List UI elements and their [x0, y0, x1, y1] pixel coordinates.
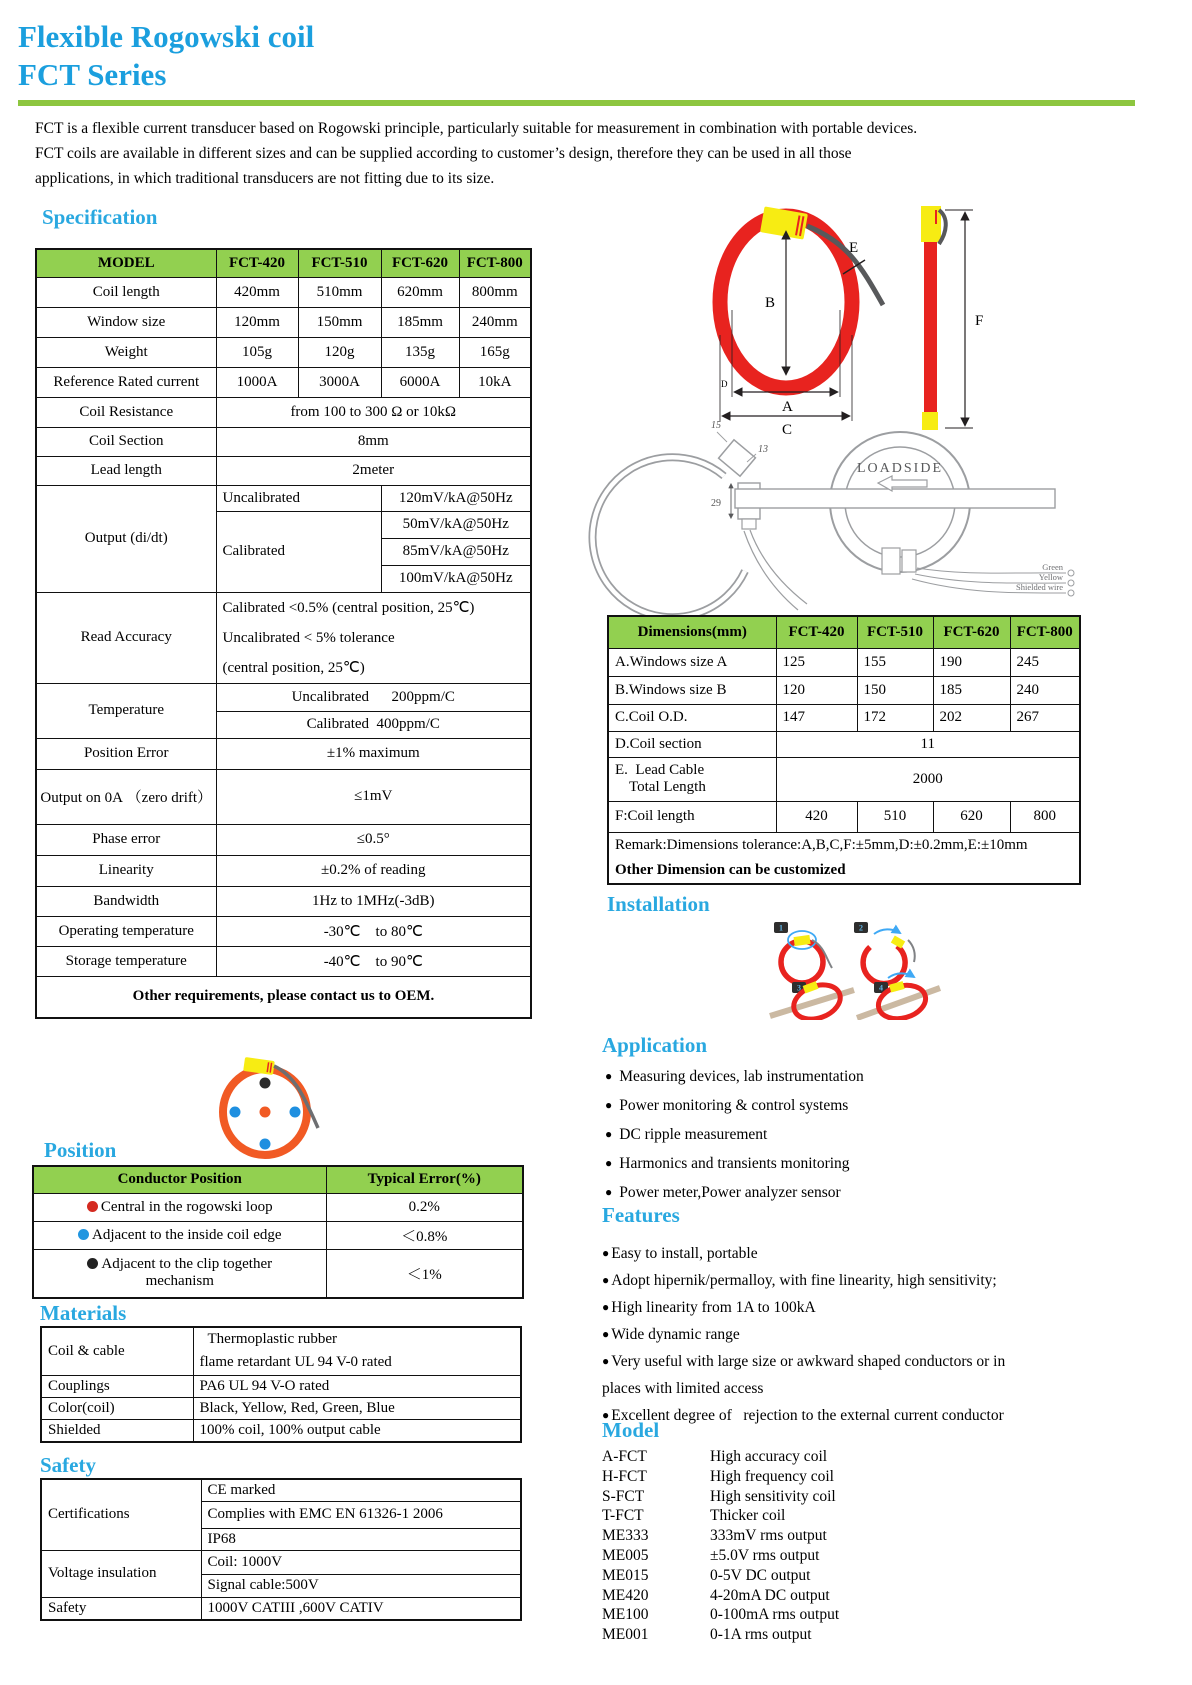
spec-cell: -30℃ to 80℃	[216, 916, 531, 946]
spec-cell: 120mV/kA@50Hz	[381, 485, 531, 511]
coil-end-connector	[719, 440, 756, 476]
dim-header: FCT-620	[933, 616, 1010, 648]
installation-heading: Installation	[607, 892, 710, 916]
spec-header-fct800: FCT-800	[459, 249, 531, 277]
safety-heading: Safety	[40, 1453, 96, 1477]
dim-label-29: 29	[711, 498, 721, 509]
model-code: S-FCT	[602, 1487, 645, 1505]
spec-row-label: Coil Section	[36, 427, 216, 456]
dot-inside-edge	[260, 1139, 271, 1150]
specification-heading: Specification	[42, 205, 158, 229]
dim-cell: 11	[776, 731, 1080, 757]
model-item	[602, 1487, 839, 1507]
page-title-line1: Flexible Rogowski coil	[18, 19, 315, 54]
step-number: 3	[797, 983, 801, 993]
dim-row-label: F:Coil length	[608, 801, 776, 832]
table-row	[41, 1419, 521, 1442]
list-item	[602, 1402, 1005, 1429]
position-header: Conductor Position	[33, 1166, 326, 1193]
model-code: T-FCT	[602, 1507, 644, 1525]
dim-cell: 420	[776, 801, 857, 832]
list-item-text: Very useful with large size or awkward shaped conductors or in	[611, 1353, 1006, 1370]
spec-row-label: Operating temperature	[36, 916, 216, 946]
bullet-icon: ●	[602, 1273, 610, 1287]
model-code: ME005	[602, 1546, 649, 1564]
list-item-text: DC ripple measurement	[619, 1126, 768, 1143]
table-row	[608, 616, 1080, 648]
spec-cell: 135g	[381, 337, 459, 367]
dim-cell: 240	[1010, 676, 1080, 704]
spec-header-fct420: FCT-420	[216, 249, 298, 277]
list-item-text: Power monitoring & control systems	[619, 1097, 849, 1114]
spec-row-label: Position Error	[36, 738, 216, 769]
bullet-icon: ●	[602, 1354, 610, 1368]
spec-cell: 240mm	[459, 307, 531, 337]
conductor-bar	[735, 489, 1055, 508]
dim-header: FCT-510	[857, 616, 933, 648]
model-code: A-FCT	[602, 1448, 647, 1465]
model-code: ME100	[602, 1606, 649, 1624]
list-item	[602, 1348, 1005, 1375]
spec-cell: 50mV/kA@50Hz	[381, 511, 531, 538]
cable-line	[750, 530, 807, 604]
model-code: ME333	[602, 1527, 649, 1545]
dim-cell: 267	[1010, 704, 1080, 731]
materials-row-label: Coil & cable	[41, 1327, 193, 1375]
dot-clip-position	[260, 1078, 271, 1089]
dim-remark	[608, 832, 1080, 884]
model-code: ME420	[602, 1586, 649, 1604]
model-code: ME015	[602, 1566, 649, 1584]
open-coil-inner	[592, 457, 745, 617]
application-list	[605, 1062, 864, 1207]
features-list	[602, 1240, 1005, 1429]
dim-label-D: D	[721, 379, 728, 389]
step2-lead	[908, 940, 915, 962]
step-number: 2	[859, 923, 863, 933]
dim-cell: 125	[776, 648, 857, 676]
spec-cell: 120g	[298, 337, 381, 367]
dim-row-label	[608, 757, 776, 801]
model-item	[602, 1625, 839, 1645]
black-dot-icon	[87, 1258, 98, 1269]
table-row	[36, 738, 531, 769]
clip-connector-sub	[742, 519, 756, 529]
dim-cell: 620	[933, 801, 1010, 832]
safety-cell: 1000V CATIII ,600V CATIV	[201, 1597, 521, 1620]
dim-cell: 202	[933, 704, 1010, 731]
dim-cell: 245	[1010, 648, 1080, 676]
position-label-text: Adjacent to the clip together mechanism	[101, 1256, 273, 1290]
table-row	[608, 757, 1080, 801]
intro-line: FCT coils are available in different sizes and can be supplied according to customer’s design, therefore they can be used in all those	[35, 145, 852, 162]
table-row	[36, 337, 531, 367]
spec-cell: 8mm	[216, 427, 531, 456]
model-code: H-FCT	[602, 1467, 647, 1485]
list-item-text: Wide dynamic range	[611, 1326, 740, 1343]
table-row	[36, 456, 531, 485]
table-row	[41, 1397, 521, 1419]
dim-row-label: C.Coil O.D.	[608, 704, 776, 731]
materials-cell: Black, Yellow, Red, Green, Blue	[193, 1397, 521, 1419]
table-row	[608, 704, 1080, 731]
wire-label-shielded: Shielded wire	[1016, 582, 1063, 592]
step2-arrow	[874, 929, 900, 934]
dim-cell: 510	[857, 801, 933, 832]
list-item	[605, 1062, 864, 1091]
model-item	[602, 1526, 839, 1546]
table-row	[36, 485, 531, 511]
spec-row-label: Phase error	[36, 824, 216, 855]
list-item-text: places with limited access	[602, 1380, 764, 1397]
spec-cell: ≤0.5°	[216, 824, 531, 855]
dim-header: FCT-800	[1010, 616, 1080, 648]
table-row	[36, 683, 531, 711]
list-item	[602, 1267, 1005, 1294]
spec-header-fct510: FCT-510	[298, 249, 381, 277]
spec-cell: 100mV/kA@50Hz	[381, 565, 531, 592]
bullet-icon: ●	[602, 1327, 610, 1341]
dim-label-15: 15	[711, 420, 721, 431]
table-row	[36, 427, 531, 456]
spec-cell: 2meter	[216, 456, 531, 485]
spec-cell: Uncalibrated 200ppm/C	[216, 683, 531, 711]
safety-cell: Complies with EMC EN 61326-1 2006	[201, 1501, 521, 1528]
spec-cell: 3000A	[298, 367, 381, 397]
dimensions-table	[607, 615, 1081, 885]
position-header: Typical Error(%)	[326, 1166, 523, 1193]
model-desc: 0-1A rms output	[710, 1626, 812, 1644]
model-desc: 333mV rms output	[710, 1527, 827, 1545]
materials-heading: Materials	[40, 1301, 127, 1325]
read-accuracy-line: Uncalibrated < 5% tolerance	[222, 629, 395, 646]
table-row	[33, 1166, 523, 1193]
wire-label-green: Green	[1042, 562, 1063, 572]
bottom-clip-mechanism	[882, 548, 900, 574]
page-title-line2: FCT Series	[18, 57, 167, 92]
materials-row-label: Couplings	[41, 1375, 193, 1397]
table-row	[41, 1597, 521, 1620]
dim-row-label: B.Windows size B	[608, 676, 776, 704]
model-item	[602, 1586, 839, 1606]
model-desc: High frequency coil	[710, 1467, 834, 1485]
safety-cell: Signal cable:500V	[201, 1574, 521, 1597]
straight-coil-body	[924, 242, 937, 412]
model-desc: 4-20mA DC output	[710, 1586, 830, 1604]
dim-cell: 155	[857, 648, 933, 676]
spec-cell: 165g	[459, 337, 531, 367]
safety-row-label: Voltage insulation	[41, 1550, 201, 1597]
spec-row-label: Coil length	[36, 277, 216, 307]
table-row	[608, 648, 1080, 676]
spec-row-label: Output on 0A （zero drift）	[36, 769, 216, 824]
application-heading: Application	[602, 1033, 708, 1057]
bullet-icon: ●	[602, 1408, 610, 1422]
dim-label-line: E. Lead Cable	[615, 762, 705, 778]
model-item	[602, 1467, 839, 1487]
intro-paragraph	[35, 116, 917, 191]
step1-coil	[781, 941, 823, 983]
intro-line: FCT is a flexible current transducer based on Rogowski principle, particularly suitable for measurement in combination with portable devices.	[35, 120, 918, 137]
spec-sublabel: Calibrated	[216, 511, 381, 592]
list-item-text: Excellent degree of rejection to the external current conductor	[611, 1407, 1004, 1424]
table-row	[608, 832, 1080, 884]
bottom-clip-mechanism-2	[902, 550, 916, 572]
dim-label-E: E	[849, 240, 859, 256]
dim-remark-line: Remark:Dimensions tolerance:A,B,C,F:±5mm,D:±0.2mm,E:±10mm	[615, 836, 1028, 853]
list-item-continuation	[602, 1375, 1005, 1402]
dim-header: Dimensions(mm)	[608, 616, 776, 648]
spec-cell: 6000A	[381, 367, 459, 397]
step-number: 4	[879, 983, 883, 993]
spec-row-label: Bandwidth	[36, 886, 216, 916]
model-desc: Thicker coil	[710, 1507, 786, 1525]
dim-label-line: Total Length	[629, 779, 706, 795]
list-item	[605, 1120, 864, 1149]
model-desc: 0-5V DC output	[710, 1566, 811, 1584]
spec-cell: 10kA	[459, 367, 531, 397]
position-label-text: Adjacent to the inside coil edge	[91, 1226, 282, 1243]
materials-cell: 100% coil, 100% output cable	[193, 1419, 521, 1442]
table-row	[36, 277, 531, 307]
table-row	[33, 1249, 523, 1298]
step4-conductor	[857, 988, 940, 1018]
list-item-text: Easy to install, portable	[611, 1245, 758, 1262]
spec-cell: 85mV/kA@50Hz	[381, 538, 531, 565]
dim-row-label: D.Coil section	[608, 731, 776, 757]
spec-row-label: Lead length	[36, 456, 216, 485]
position-row-label	[33, 1221, 326, 1249]
list-item-text: Measuring devices, lab instrumentation	[619, 1068, 864, 1085]
step2-coupling	[891, 936, 905, 949]
bullet-icon: ●	[605, 1185, 613, 1199]
list-item	[602, 1240, 1005, 1267]
position-cell: ＜1%	[326, 1249, 523, 1298]
table-row	[41, 1327, 521, 1375]
dim-label-F: F	[975, 313, 984, 329]
dim-cell: 185	[933, 676, 1010, 704]
table-row	[41, 1479, 521, 1501]
list-item-text: Power meter,Power analyzer sensor	[619, 1184, 841, 1201]
spec-header-model: MODEL	[36, 249, 216, 277]
table-row	[36, 886, 531, 916]
safety-row-label: Safety	[41, 1597, 201, 1620]
installation-steps-illustration	[762, 920, 942, 1020]
read-accuracy-line: (central position, 25℃)	[222, 659, 365, 676]
model-heading: Model	[602, 1418, 660, 1442]
materials-value-line: Thermoplastic rubber	[207, 1331, 338, 1348]
safety-cell: CE marked	[201, 1479, 521, 1501]
spec-cell: 105g	[216, 337, 298, 367]
spec-sublabel: Uncalibrated	[216, 485, 381, 511]
materials-cell: PA6 UL 94 V-O rated	[193, 1375, 521, 1397]
leader-line	[717, 432, 727, 442]
list-item	[602, 1294, 1005, 1321]
spec-cell: from 100 to 300 Ω or 10kΩ	[216, 397, 531, 427]
model-code: ME001	[602, 1626, 649, 1644]
cable-line	[744, 531, 798, 610]
list-item	[605, 1091, 864, 1120]
dot-inside-edge	[290, 1107, 301, 1118]
table-row	[608, 801, 1080, 832]
spec-cell: 1Hz to 1MHz(-3dB)	[216, 886, 531, 916]
safety-cell: IP68	[201, 1528, 521, 1550]
step2-coil-open	[863, 946, 905, 984]
table-row	[36, 249, 531, 277]
spec-cell: 510mm	[298, 277, 381, 307]
list-item-text: Adopt hipernik/permalloy, with fine linearity, high sensitivity;	[611, 1272, 997, 1289]
table-row	[36, 397, 531, 427]
spec-cell: Calibrated 400ppm/C	[216, 711, 531, 738]
dim-row-label: A.Windows size A	[608, 648, 776, 676]
table-row	[36, 769, 531, 824]
model-item	[602, 1566, 839, 1586]
table-row	[36, 916, 531, 946]
spec-row-label: Coil Resistance	[36, 397, 216, 427]
materials-row-label: Shielded	[41, 1419, 193, 1442]
model-item	[602, 1447, 839, 1467]
spec-row-label: Temperature	[36, 683, 216, 738]
model-item	[602, 1546, 839, 1566]
table-row	[33, 1221, 523, 1249]
table-row	[36, 824, 531, 855]
spec-cell: 620mm	[381, 277, 459, 307]
safety-table	[40, 1478, 522, 1621]
wire-terminal	[1068, 580, 1074, 586]
table-row	[33, 1193, 523, 1221]
dim-label-13: 13	[758, 444, 768, 455]
table-row	[36, 855, 531, 886]
step-number: 1	[779, 923, 783, 933]
list-item	[605, 1149, 864, 1178]
intro-line: applications, in which traditional transducers are not fitting due to its size.	[35, 170, 495, 187]
dot-inside-edge	[230, 1107, 241, 1118]
technical-line-drawing	[565, 388, 1185, 623]
bullet-icon: ●	[602, 1246, 610, 1260]
spec-row-label: Storage temperature	[36, 946, 216, 976]
spec-cell: 800mm	[459, 277, 531, 307]
table-row	[36, 976, 531, 1018]
spec-cell: ±1% maximum	[216, 738, 531, 769]
spec-cell: 185mm	[381, 307, 459, 337]
materials-value-line: flame retardant UL 94 V-0 rated	[199, 1354, 392, 1371]
wire-label-yellow: Yellow	[1038, 572, 1063, 582]
spec-cell: 120mm	[216, 307, 298, 337]
dim-label-A: A	[782, 399, 793, 415]
safety-row-label: Certifications	[41, 1479, 201, 1550]
materials-table	[40, 1326, 522, 1443]
spec-footer-note: Other requirements, please contact us to OEM.	[36, 976, 531, 1018]
spec-row-label: Weight	[36, 337, 216, 367]
dim-header: FCT-420	[776, 616, 857, 648]
dim-label-C: C	[782, 422, 793, 435]
model-desc: High sensitivity coil	[710, 1487, 836, 1505]
model-item	[602, 1506, 839, 1526]
spec-row-label: Reference Rated current	[36, 367, 216, 397]
page-title	[18, 18, 314, 94]
spec-cell: 1000A	[216, 367, 298, 397]
wire-terminal	[1068, 570, 1074, 576]
spec-cell	[216, 592, 531, 683]
dim-cell: 172	[857, 704, 933, 731]
table-row	[608, 731, 1080, 757]
spec-row-label: Output (di/dt)	[36, 485, 216, 592]
spec-cell: 420mm	[216, 277, 298, 307]
wire-terminal	[1068, 590, 1074, 596]
position-row-label	[33, 1249, 326, 1298]
materials-cell	[193, 1327, 521, 1375]
table-row	[41, 1550, 521, 1574]
table-row	[36, 307, 531, 337]
dim-cell: 190	[933, 648, 1010, 676]
position-heading: Position	[44, 1138, 117, 1162]
dim-cell: 150	[857, 676, 933, 704]
dim-cell: 800	[1010, 801, 1080, 832]
position-label-text: Central in the rogowski loop	[100, 1198, 273, 1215]
spec-header-fct620: FCT-620	[381, 249, 459, 277]
dim-cell: 147	[776, 704, 857, 731]
list-item-text: High linearity from 1A to 100kA	[611, 1299, 816, 1316]
model-list	[602, 1447, 839, 1645]
dot-central	[260, 1107, 271, 1118]
spec-cell: 150mm	[298, 307, 381, 337]
list-item-text: Harmonics and transients monitoring	[619, 1155, 850, 1172]
table-row	[36, 367, 531, 397]
model-desc: ±5.0V rms output	[710, 1546, 820, 1564]
bullet-icon: ●	[605, 1127, 613, 1141]
spec-row-label: Window size	[36, 307, 216, 337]
bullet-icon: ●	[605, 1069, 613, 1083]
conductor-position-illustration	[208, 1056, 328, 1161]
read-accuracy-line: Calibrated <0.5% (central position, 25℃)	[222, 599, 475, 616]
title-divider	[18, 100, 1135, 106]
spec-cell: ≤1mV	[216, 769, 531, 824]
bullet-icon: ●	[605, 1156, 613, 1170]
model-item	[602, 1605, 839, 1625]
safety-cell: Coil: 1000V	[201, 1550, 521, 1574]
model-desc: 0-100mA rms output	[710, 1606, 840, 1624]
position-row-label	[33, 1193, 326, 1221]
dim-cell: 120	[776, 676, 857, 704]
spec-row-label: Linearity	[36, 855, 216, 886]
spec-cell: -40℃ to 90℃	[216, 946, 531, 976]
position-table	[32, 1165, 524, 1299]
blue-dot-icon	[78, 1229, 89, 1240]
red-dot-icon	[87, 1201, 98, 1212]
bullet-icon: ●	[605, 1098, 613, 1112]
dim-label-B: B	[765, 295, 776, 311]
position-cell: ＜0.8%	[326, 1221, 523, 1249]
list-item	[602, 1321, 1005, 1348]
materials-row-label: Color(coil)	[41, 1397, 193, 1419]
bullet-icon: ●	[602, 1300, 610, 1314]
table-row	[36, 592, 531, 683]
position-cell: 0.2%	[326, 1193, 523, 1221]
table-row	[41, 1375, 521, 1397]
dim-cell: 2000	[776, 757, 1080, 801]
spec-cell: ±0.2% of reading	[216, 855, 531, 886]
table-row	[608, 676, 1080, 704]
dim-remark-line: Other Dimension can be customized	[615, 861, 846, 878]
table-row	[36, 946, 531, 976]
specification-table	[35, 248, 532, 1019]
model-desc: High accuracy coil	[710, 1448, 828, 1465]
features-heading: Features	[602, 1203, 680, 1227]
loadside-label: LOADSIDE	[857, 461, 943, 476]
spec-row-label: Read Accuracy	[36, 592, 216, 683]
